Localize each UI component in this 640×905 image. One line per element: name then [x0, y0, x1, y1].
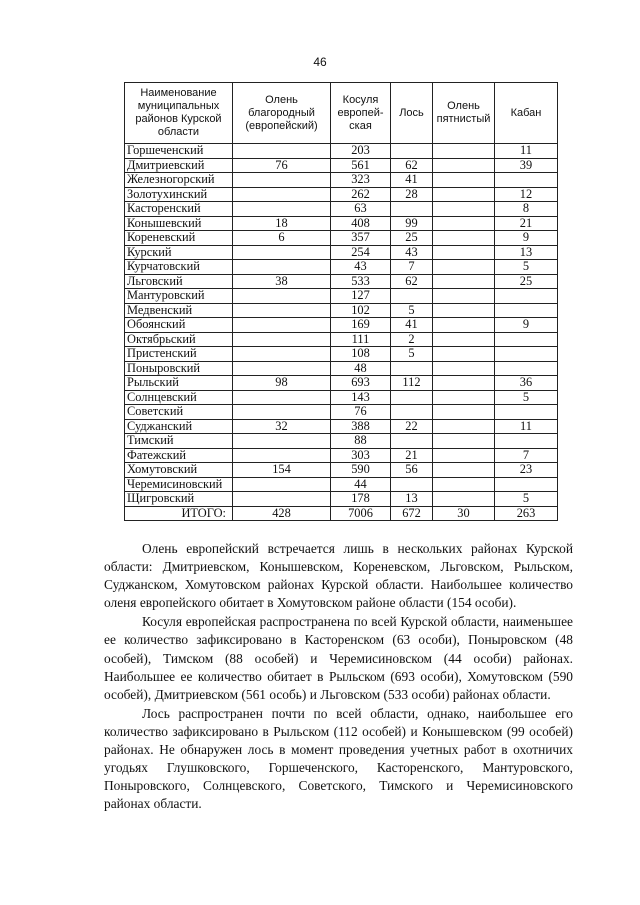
table-cell: 388 — [331, 419, 391, 434]
table-cell: 38 — [233, 274, 331, 289]
table-row — [125, 260, 558, 275]
table-cell — [433, 405, 495, 420]
table-cell: 143 — [331, 390, 391, 405]
table-cell — [233, 173, 331, 188]
table-cell: 43 — [331, 260, 391, 275]
table-cell — [233, 347, 331, 362]
table-cell — [433, 361, 495, 376]
table-cell — [233, 361, 331, 376]
table-cell: 693 — [331, 376, 391, 391]
table-cell: 590 — [331, 463, 391, 478]
table-cell — [391, 477, 433, 492]
table-row — [125, 463, 558, 478]
table-cell: 169 — [331, 318, 391, 333]
table-row — [125, 158, 558, 173]
table-row — [125, 419, 558, 434]
table-cell — [433, 303, 495, 318]
table-cell — [495, 303, 558, 318]
district-name: Тимский — [125, 434, 233, 449]
header-district: Наименование муниципальных районов Курской области — [125, 83, 233, 144]
district-name: Рыльский — [125, 376, 233, 391]
table-row — [125, 245, 558, 260]
table-cell: 9 — [495, 231, 558, 246]
table-row — [125, 390, 558, 405]
table-cell: 21 — [495, 216, 558, 231]
table-cell — [433, 477, 495, 492]
table-cell: 561 — [331, 158, 391, 173]
table-cell: 408 — [331, 216, 391, 231]
table-cell — [233, 405, 331, 420]
table-cell — [233, 477, 331, 492]
table-cell: 18 — [233, 216, 331, 231]
district-name: Суджанский — [125, 419, 233, 434]
table-cell: 76 — [233, 158, 331, 173]
table-cell — [233, 492, 331, 507]
district-name: Пристенский — [125, 347, 233, 362]
table-cell — [433, 158, 495, 173]
table-cell: 11 — [495, 419, 558, 434]
table-row — [125, 405, 558, 420]
table-cell: 7 — [495, 448, 558, 463]
table-row — [125, 361, 558, 376]
district-name: Щигровский — [125, 492, 233, 507]
table-row — [125, 448, 558, 463]
table-cell: 32 — [233, 419, 331, 434]
header-sika-deer: Олень пятнистый — [433, 83, 495, 144]
district-name: Кореневский — [125, 231, 233, 246]
table-cell: 5 — [495, 260, 558, 275]
table-cell — [233, 187, 331, 202]
table-row — [125, 231, 558, 246]
table-cell: 13 — [495, 245, 558, 260]
table-cell — [495, 361, 558, 376]
table-cell — [233, 303, 331, 318]
table-cell: 5 — [391, 347, 433, 362]
table-cell: 533 — [331, 274, 391, 289]
district-name: Золотухинский — [125, 187, 233, 202]
table-cell: 357 — [331, 231, 391, 246]
district-name: Солнцевский — [125, 390, 233, 405]
table-total-row — [125, 506, 558, 521]
table-cell — [495, 477, 558, 492]
table-cell — [495, 347, 558, 362]
district-name: Мантуровский — [125, 289, 233, 304]
table-row — [125, 477, 558, 492]
paragraph-red-deer: Олень европейский встречается лишь в нескольких районах Курской области: Дмитриевском, Конышевском, Кореневском, Льговском, Рыльском, Суджанском, Хомутовском районах Курской области. Наибольшее количество оленя европейского обитает в Хомутовском районе области (154 особи). — [104, 541, 573, 611]
table-cell: 11 — [495, 144, 558, 159]
table-cell — [433, 260, 495, 275]
table-cell — [391, 144, 433, 159]
district-name: Касторенский — [125, 202, 233, 217]
table-cell: 8 — [495, 202, 558, 217]
total-label: ИТОГО: — [125, 506, 233, 521]
table-cell — [433, 245, 495, 260]
district-name: Курчатовский — [125, 260, 233, 275]
table-cell — [433, 492, 495, 507]
table-cell — [233, 318, 331, 333]
table-cell: 5 — [495, 390, 558, 405]
district-name: Фатежский — [125, 448, 233, 463]
table-cell: 48 — [331, 361, 391, 376]
table-cell: 6 — [233, 231, 331, 246]
body-text — [104, 540, 573, 814]
table-row — [125, 274, 558, 289]
table-cell: 7006 — [331, 506, 391, 521]
table-cell — [233, 448, 331, 463]
table-cell — [233, 144, 331, 159]
table-cell — [391, 289, 433, 304]
table-cell: 23 — [495, 463, 558, 478]
district-name: Льговский — [125, 274, 233, 289]
table-cell — [495, 289, 558, 304]
header-red-deer: Олень благородный (европейский) — [233, 83, 331, 144]
table-cell: 56 — [391, 463, 433, 478]
table-cell: 178 — [331, 492, 391, 507]
table-cell: 28 — [391, 187, 433, 202]
table-cell: 112 — [391, 376, 433, 391]
table-cell — [433, 289, 495, 304]
page-number: 46 — [313, 55, 327, 69]
table-row — [125, 434, 558, 449]
district-name: Октябрьский — [125, 332, 233, 347]
table-cell — [433, 448, 495, 463]
table-cell — [391, 434, 433, 449]
table-cell: 154 — [233, 463, 331, 478]
district-name: Обоянский — [125, 318, 233, 333]
table-cell: 2 — [391, 332, 433, 347]
header-wild-boar: Кабан — [495, 83, 558, 144]
table-cell — [433, 216, 495, 231]
table-cell — [233, 289, 331, 304]
table-cell: 63 — [331, 202, 391, 217]
wildlife-census-table — [124, 82, 558, 521]
table-cell — [391, 405, 433, 420]
table-cell — [233, 390, 331, 405]
table-cell — [391, 390, 433, 405]
table-cell: 672 — [391, 506, 433, 521]
district-name: Советский — [125, 405, 233, 420]
table-cell — [391, 202, 433, 217]
table-row — [125, 202, 558, 217]
table-cell: 25 — [495, 274, 558, 289]
district-name: Конышевский — [125, 216, 233, 231]
table-cell — [495, 405, 558, 420]
paragraph-roe-deer: Косуля европейская распространена по всей Курской области, наименьшее ее количество зафиксировано в Касторенском (63 особи), Поныровском (48 особей), Тимском (88 особей) и Черемисиновском (44 особи) районах. Наибольшее ее количество обитает в Рыльском (693 особи), Хомутовском (590 особей), Дмитриевском (561 особь) и Льговском (533 особи) районах области. — [104, 614, 573, 702]
table-header-row — [125, 83, 558, 144]
table-cell: 44 — [331, 477, 391, 492]
table-cell: 98 — [233, 376, 331, 391]
header-roe-deer: Косуля европей-ская — [331, 83, 391, 144]
table-row — [125, 303, 558, 318]
table-row — [125, 187, 558, 202]
table-cell — [433, 347, 495, 362]
district-name: Горшеченский — [125, 144, 233, 159]
table-cell — [433, 187, 495, 202]
table-cell: 22 — [391, 419, 433, 434]
table-cell — [233, 202, 331, 217]
table-cell: 39 — [495, 158, 558, 173]
header-moose: Лось — [391, 83, 433, 144]
table-cell: 13 — [391, 492, 433, 507]
table-cell: 203 — [331, 144, 391, 159]
district-name: Хомутовский — [125, 463, 233, 478]
table-cell: 323 — [331, 173, 391, 188]
table-cell — [433, 202, 495, 217]
table-body — [125, 144, 558, 521]
district-name: Медвенский — [125, 303, 233, 318]
table-cell — [433, 144, 495, 159]
table-cell — [391, 361, 433, 376]
table-cell — [233, 260, 331, 275]
table-cell: 7 — [391, 260, 433, 275]
table-row — [125, 332, 558, 347]
table-row — [125, 376, 558, 391]
district-name: Черемисиновский — [125, 477, 233, 492]
table-cell: 262 — [331, 187, 391, 202]
table-cell — [433, 390, 495, 405]
table-cell: 127 — [331, 289, 391, 304]
table-row — [125, 347, 558, 362]
table-cell: 12 — [495, 187, 558, 202]
table-cell: 76 — [331, 405, 391, 420]
table-cell: 41 — [391, 173, 433, 188]
table-cell — [433, 231, 495, 246]
table-cell — [233, 434, 331, 449]
table-row — [125, 216, 558, 231]
table-cell: 428 — [233, 506, 331, 521]
district-name: Железногорский — [125, 173, 233, 188]
table-cell: 99 — [391, 216, 433, 231]
table-cell: 21 — [391, 448, 433, 463]
table-cell: 9 — [495, 318, 558, 333]
table-cell — [495, 173, 558, 188]
table-cell: 88 — [331, 434, 391, 449]
table-cell — [495, 332, 558, 347]
table-cell — [433, 332, 495, 347]
table-cell: 41 — [391, 318, 433, 333]
table-cell — [433, 318, 495, 333]
table-cell — [433, 434, 495, 449]
table-cell: 108 — [331, 347, 391, 362]
table-cell — [433, 376, 495, 391]
table-cell — [433, 419, 495, 434]
table-cell: 36 — [495, 376, 558, 391]
table-cell: 25 — [391, 231, 433, 246]
table-cell: 62 — [391, 158, 433, 173]
table-cell: 102 — [331, 303, 391, 318]
table-cell: 62 — [391, 274, 433, 289]
table-cell — [433, 463, 495, 478]
table-cell: 30 — [433, 506, 495, 521]
table-cell: 303 — [331, 448, 391, 463]
table-cell: 254 — [331, 245, 391, 260]
table-row — [125, 492, 558, 507]
table-cell: 111 — [331, 332, 391, 347]
table-row — [125, 144, 558, 159]
district-name: Поныровский — [125, 361, 233, 376]
table-cell: 5 — [495, 492, 558, 507]
table-cell — [233, 245, 331, 260]
table-cell: 43 — [391, 245, 433, 260]
district-name: Курский — [125, 245, 233, 260]
table-cell — [233, 332, 331, 347]
table-cell — [495, 434, 558, 449]
table-row — [125, 318, 558, 333]
district-name: Дмитриевский — [125, 158, 233, 173]
paragraph-moose: Лось распространен почти по всей области, однако, наибольшее его количество зафиксировано в Рыльском (112 особей) и Конышевском (99 особей) районах. Не обнаружен лось в момент проведения учетных работ в охотничих угодьях Глушковского, Горшеченского, Касторенского, Мантуровского, Поныровского, Солнцевского, Советского, Тимского и Черемисиновского районах области. — [104, 705, 573, 812]
table-row — [125, 173, 558, 188]
table-cell — [433, 173, 495, 188]
table-cell: 263 — [495, 506, 558, 521]
table-row — [125, 289, 558, 304]
table-cell — [433, 274, 495, 289]
table-cell: 5 — [391, 303, 433, 318]
